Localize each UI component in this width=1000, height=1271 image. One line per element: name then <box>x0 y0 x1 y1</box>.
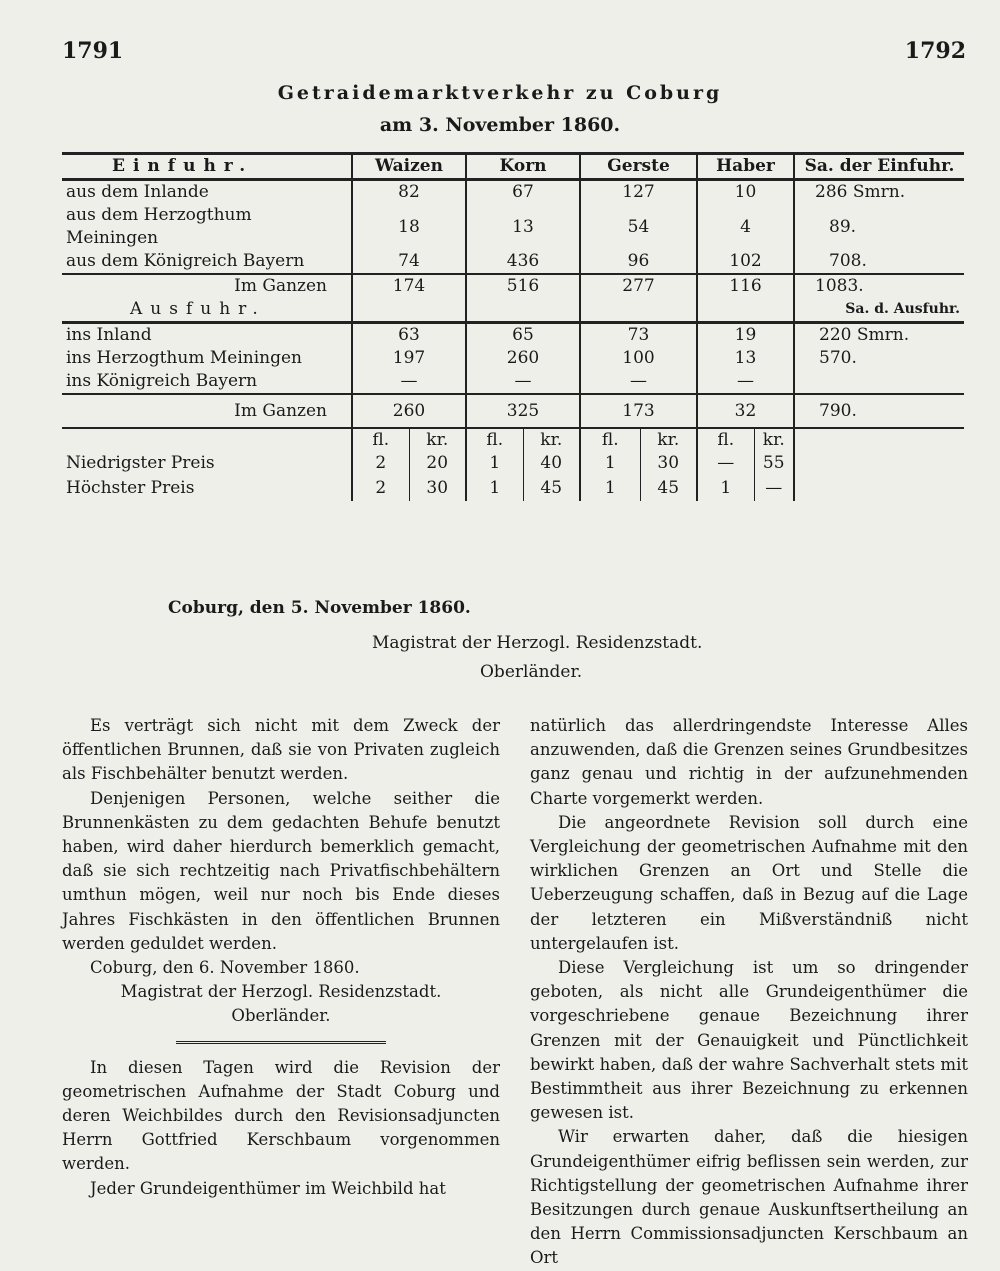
cell: 13 <box>466 204 580 250</box>
header-korn: Korn <box>466 154 580 180</box>
notice-authority: Magistrat der Herzogl. Residenzstadt. <box>120 982 442 1002</box>
price-unit-row <box>62 428 964 452</box>
paragraph: Denjenigen Personen, welche seither die Brunnenkästen zu dem gedachten Behufe benutzt haben, wird daher hierdurch bemerklich gemacht, daß sie sich rechtzeitig nach Privatfischbehältern umthun mögen, weil nur noch bis Ende dieses Jahres Fischkästen in den öffentlichen Brunnen werden geduldet werden. <box>62 788 500 953</box>
cell: 54 <box>580 204 697 250</box>
header-einfuhr: Einfuhr. <box>62 154 352 180</box>
table-total-row <box>62 394 964 428</box>
cell: 40 <box>523 452 580 475</box>
notice-date: Coburg, den 6. November 1860. <box>90 958 360 978</box>
cell: 45 <box>640 475 697 501</box>
cell: 82 <box>352 180 466 205</box>
table-header-row <box>62 154 964 180</box>
signature-authority: Magistrat der Herzogl. Residenzstadt. <box>372 633 703 653</box>
notice-name: Oberländer. <box>231 1006 331 1026</box>
unit-label: kr. <box>409 428 466 452</box>
row-label: Höchster Preis <box>66 477 195 498</box>
cell: 260 <box>352 394 466 428</box>
cell: 10 <box>697 180 794 205</box>
cell: 55 <box>754 452 794 475</box>
table-row <box>62 347 964 370</box>
total-sum: 790. <box>794 394 964 428</box>
unit-label: kr. <box>523 428 580 452</box>
row-label: Niedrigster Preis <box>66 453 215 473</box>
cell: 277 <box>580 274 697 298</box>
table-row <box>62 370 964 394</box>
header-waizen: Waizen <box>352 154 466 180</box>
cell: 65 <box>466 323 580 348</box>
cell: 45 <box>523 475 580 501</box>
cell: 1 <box>466 452 523 475</box>
cell: 20 <box>409 452 466 475</box>
unit-label: fl. <box>580 428 640 452</box>
cell: 2 <box>352 475 409 501</box>
header-sum-einfuhr: Sa. der Einfuhr. <box>794 154 964 180</box>
left-column <box>62 714 500 1201</box>
row-sum: 89. <box>794 204 964 250</box>
row-label: ins Inland <box>66 325 152 345</box>
header-haber: Haber <box>697 154 794 180</box>
cell: — <box>697 370 794 394</box>
cell: — <box>352 370 466 394</box>
unit-label: fl. <box>466 428 523 452</box>
paragraph: In diesen Tagen wird die Revision der geometrischen Aufnahme der Stadt Coburg und deren Weichbildes durch den Revisionsadjuncten Herrn Gottfried Kerschbaum vorgenommen werden. <box>62 1057 500 1174</box>
table-row <box>62 250 964 274</box>
cell: 116 <box>697 274 794 298</box>
table-row <box>62 180 964 205</box>
cell: 63 <box>352 323 466 348</box>
total-label: Im Ganzen <box>62 274 352 298</box>
cell: 174 <box>352 274 466 298</box>
row-label: aus dem Herzogthum Meiningen <box>66 205 252 248</box>
cell: 100 <box>580 347 697 370</box>
cell: 67 <box>466 180 580 205</box>
row-sum: 220 Smrn. <box>794 323 964 348</box>
cell: 18 <box>352 204 466 250</box>
cell: 436 <box>466 250 580 274</box>
paragraph: Die angeordnete Revision soll durch eine Vergleichung der geometrischen Aufnahme mit den wirklichen Grenzen an Ort und Stelle die Ueberzeugung schaffen, daß in Bezug auf die Lage der letzteren ein Mißverständniß nicht untergelaufen ist. <box>530 812 968 953</box>
page-number-right: 1792 <box>904 38 966 64</box>
signature-place-date: Coburg, den 5. November 1860. <box>168 598 471 618</box>
cell: — <box>697 452 754 475</box>
cell: 102 <box>697 250 794 274</box>
document-date: am 3. November 1860. <box>379 114 621 136</box>
row-label: ins Herzogthum Meiningen <box>66 348 302 368</box>
signature-name: Oberländer. <box>480 662 583 682</box>
cell: — <box>754 475 794 501</box>
row-sum: 570. <box>794 347 964 370</box>
header-gerste: Gerste <box>580 154 697 180</box>
cell: 516 <box>466 274 580 298</box>
cell: 325 <box>466 394 580 428</box>
cell: — <box>580 370 697 394</box>
cell: 2 <box>352 452 409 475</box>
unit-label: kr. <box>754 428 794 452</box>
cell: — <box>466 370 580 394</box>
section-divider <box>176 1041 386 1044</box>
cell: 30 <box>640 452 697 475</box>
cell: 30 <box>409 475 466 501</box>
cell: 32 <box>697 394 794 428</box>
paragraph: Jeder Grundeigenthümer im Weichbild hat <box>90 1178 446 1198</box>
cell: 127 <box>580 180 697 205</box>
cell: 173 <box>580 394 697 428</box>
cell: 1 <box>466 475 523 501</box>
ausfuhr-header-row <box>62 298 964 323</box>
market-table <box>62 152 964 501</box>
table-row <box>62 204 964 250</box>
cell: 13 <box>697 347 794 370</box>
header-sum-ausfuhr: Sa. d. Ausfuhr. <box>794 298 964 323</box>
row-sum: 708. <box>794 250 964 274</box>
row-label: aus dem Inlande <box>66 182 209 202</box>
unit-label: fl. <box>697 428 754 452</box>
cell: 1 <box>580 452 640 475</box>
cell: 96 <box>580 250 697 274</box>
cell: 1 <box>697 475 754 501</box>
right-column <box>530 714 968 1271</box>
row-label: aus dem Königreich Bayern <box>66 251 305 271</box>
cell: 74 <box>352 250 466 274</box>
page-number-left: 1791 <box>62 38 124 64</box>
total-sum: 1083. <box>794 274 964 298</box>
cell: 19 <box>697 323 794 348</box>
document-title: Getraidemarktverkehr zu Coburg <box>277 82 723 104</box>
paragraph: Diese Vergleichung ist um so dringender geboten, als nicht alle Grundeigenthümer die vorgeschriebene genaue Bezeichnung ihrer Grenzen mit der Genauigkeit und Pünctlichkeit bewirkt haben, daß der wahre Sachverhalt stets mit Bestimmtheit aus ihrer Bezeichnung zu erkennen gewesen ist. <box>530 958 968 1123</box>
paragraph: Es verträgt sich nicht mit dem Zweck der öffentlichen Brunnen, daß sie von Privaten zugleich als Fischbehälter benutzt werden. <box>62 716 500 784</box>
paragraph: natürlich das allerdringendste Interesse Alles anzuwenden, daß die Grenzen seines Grundbesitzes ganz genau und richtig in der aufzunehmenden Charte vorgemerkt werden. <box>530 716 968 808</box>
cell: 4 <box>697 204 794 250</box>
table-total-row <box>62 274 964 298</box>
cell: 73 <box>580 323 697 348</box>
price-row <box>62 452 964 475</box>
row-sum: 286 Smrn. <box>794 180 964 205</box>
cell: 197 <box>352 347 466 370</box>
unit-label: fl. <box>352 428 409 452</box>
cell: 1 <box>580 475 640 501</box>
unit-label: kr. <box>640 428 697 452</box>
row-sum <box>794 370 964 394</box>
row-label: ins Königreich Bayern <box>66 371 258 391</box>
table-row <box>62 323 964 348</box>
cell: 260 <box>466 347 580 370</box>
price-row <box>62 475 964 501</box>
header-ausfuhr: Ausfuhr. <box>62 298 352 323</box>
paragraph: Wir erwarten daher, daß die hiesigen Grundeigenthümer eifrig beflissen sein werden, zur Richtigstellung der geometrischen Aufnahme ihrer Besitzungen durch genaue Auskunftsertheilung an den Herrn Commissionsadjuncten Kerschbaum an Ort <box>530 1127 968 1268</box>
total-label: Im Ganzen <box>62 394 352 428</box>
